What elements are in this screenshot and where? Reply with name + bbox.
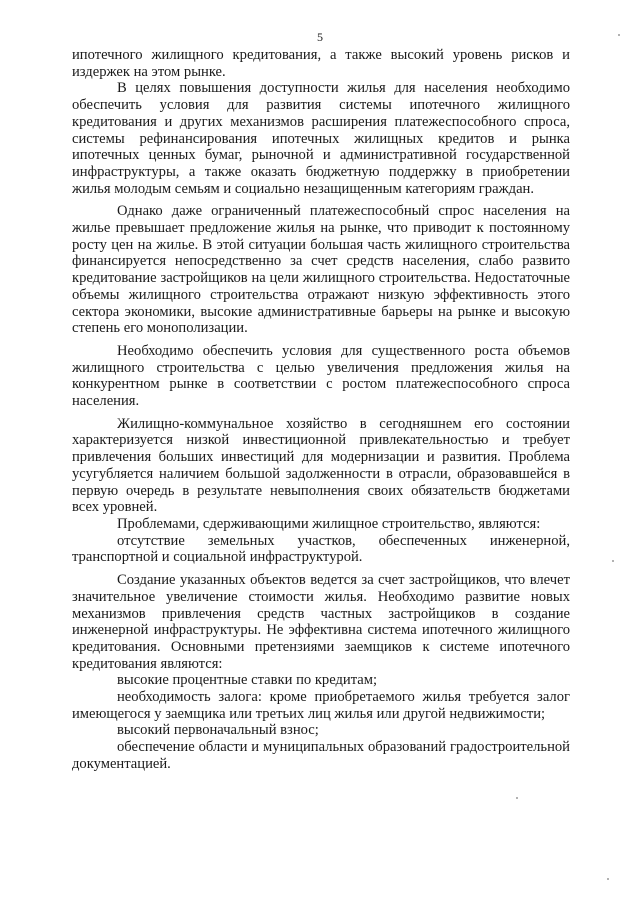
paragraph: Жилищно-коммунальное хозяйство в сегодняшнем его состоянии характеризуется низкой инвестиционной привлекательностью и требует привлечения больших инвестиций для модернизации и развития. Проблема усугубляется наличием большой задолженности в отрасли, образовавшейся в первую очередь в результате невыполнения своих обязательств бюджетами всех уровней. (72, 415, 570, 516)
list-item: высокий первоначальный взнос; (117, 722, 319, 739)
scan-speck (612, 560, 614, 562)
paragraph: Проблемами, сдерживающими жилищное строительство, являются: (117, 515, 541, 532)
page-number: 5 (317, 30, 323, 44)
paragraph: Однако даже ограниченный платежеспособный спрос населения на жилье превышает предложение жилья на рынке, что приводит к постоянному росту цен на жилье. В этой ситуации большая часть жилищного строительства финансируется непосредственно за счет средств населения, слабо развито кредитование застройщиков на цели жилищного строительства. Недостаточные объемы жилищного строительства отражают низкую эффективность этого сектора экономики, высокие административные барьеры на рынке и высокую степень его монополизации. (72, 203, 570, 337)
body-text (72, 47, 570, 773)
paragraph: Создание указанных объектов ведется за счет застройщиков, что влечет значительное увеличение стоимости жилья. Необходимо развитие новых механизмов привлечения средств частных застройщиков в создание инженерной инфраструктуры. Не эффективна система ипотечного жилищного кредитования. Основными претензиями заемщиков к системе ипотечного кредитования являются: (72, 572, 570, 672)
scan-speck (618, 34, 620, 36)
paragraph: ипотечного жилищного кредитования, а также высокий уровень рисков и издержек на этом рынке. (72, 47, 570, 80)
paragraph: В целях повышения доступности жилья для населения необходимо обеспечить условия для развития системы ипотечного жилищного кредитования и других механизмов расширения платежеспособного спроса, системы рефинансирования ипотечных жилищных кредитов и рынка ипотечных ценных бумаг, рыночной и административной государственной инфраструктуры, а также оказать бюджетную поддержку в приобретении жилья молодым семьям и социально незащищенным категориям граждан. (72, 80, 570, 197)
scan-speck (607, 878, 609, 880)
list-item: обеспечение области и муниципальных образований градостроительной документацией. (72, 739, 570, 772)
scan-speck (516, 797, 518, 799)
paragraph: отсутствие земельных участков, обеспеченных инженерной, транспортной и социальной инфраструктурой. (72, 532, 570, 566)
list-item: высокие процентные ставки по кредитам; (117, 672, 378, 689)
paragraph: Необходимо обеспечить условия для существенного роста объемов жилищного строительства с целью увеличения предложения жилья на конкурентном рынке в соответствии с ростом платежеспособного спроса населения. (72, 342, 570, 410)
list-item: необходимость залога: кроме приобретаемого жилья требуется залог имеющегося у заемщика или третьих лиц жилья или другой недвижимости; (72, 689, 570, 722)
